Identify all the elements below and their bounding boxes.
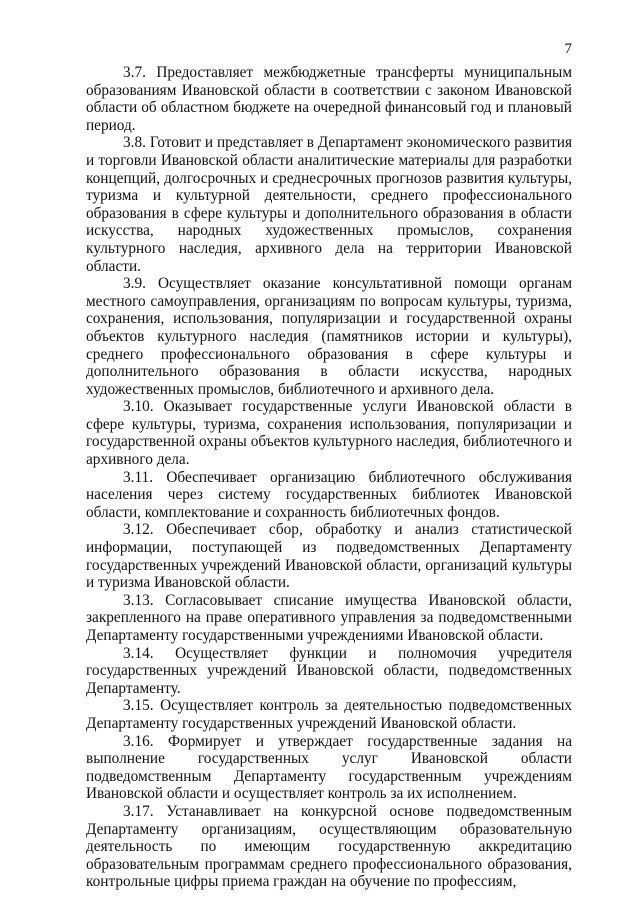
paragraph-3-12: 3.12. Обеспечивает сбор, обработку и анализ статистической информации, поступающей из подведомственных Департаменту государственных учреждений Ивановской области, организаций культуры и туризма Ивановской области. xyxy=(86,521,572,592)
paragraph-3-8: 3.8. Готовит и представляет в Департамент экономического развития и торговли Ивановской области аналитические материалы для разработки концепций, долгосрочных и среднесрочных прогнозов развития культуры, туризма и культурной деятельности, среднего профессионального образования в сфере культуры и дополнительного образования в области искусства, народных художественных промыслов, сохранения культурного наследия, архивного дела на территории Ивановской области. xyxy=(86,134,572,275)
paragraph-3-9: 3.9. Осуществляет оказание консультативной помощи органам местного самоуправления, организациям по вопросам культуры, туризма, сохранения, использования, популяризации и государственной охраны объектов культурного наследия (памятников истории и культуры), среднего профессионального образования в сфере культуры и дополнительного образования в области искусства, народных художественных промыслов, библиотечного и архивного дела. xyxy=(86,275,572,398)
paragraph-3-14: 3.14. Осуществляет функции и полномочия учредителя государственных учреждений Ивановской области, подведомственных Департаменту. xyxy=(86,644,572,697)
paragraph-3-17: 3.17. Устанавливает на конкурсной основе подведомственным Департаменту организациям, осуществляющим образовательную деятельность по имеющим государственную аккредитацию образовательным программам среднего профессионального образования, контрольные цифры приема граждан на обучение по профессиям, xyxy=(86,802,572,891)
paragraph-3-10: 3.10. Оказывает государственные услуги Ивановской области в сфере культуры, туризма, сохранения использования, популяризации и государственной охраны объектов культурного наследия, библиотечного и архивного дела. xyxy=(86,398,572,469)
paragraph-3-7: 3.7. Предоставляет межбюджетные трансферты муниципальным образованиям Ивановской области в соответствии с законом Ивановской области об областном бюджете на очередной финансовый год и плановый период. xyxy=(86,64,572,134)
paragraph-3-16: 3.16. Формирует и утверждает государственные задания на выполнение государственных услуг Ивановской области подведомственным Департаменту государственным учреждениям Ивановской области и осуществляет контроль за их исполнением. xyxy=(86,732,572,803)
page-number: 7 xyxy=(564,41,572,57)
document-body xyxy=(86,64,572,891)
paragraph-3-11: 3.11. Обеспечивает организацию библиотечного обслуживания населения через систему государственных библиотек Ивановской области, комплектование и сохранность библиотечных фондов. xyxy=(86,468,572,521)
paragraph-3-15: 3.15. Осуществляет контроль за деятельностью подведомственных Департаменту государственных учреждений Ивановской области. xyxy=(86,697,572,732)
paragraph-3-13: 3.13. Согласовывает списание имущества Ивановской области, закрепленного на праве оперативного управления за подведомственными Департаменту государственными учреждениями Ивановской области. xyxy=(86,591,572,644)
